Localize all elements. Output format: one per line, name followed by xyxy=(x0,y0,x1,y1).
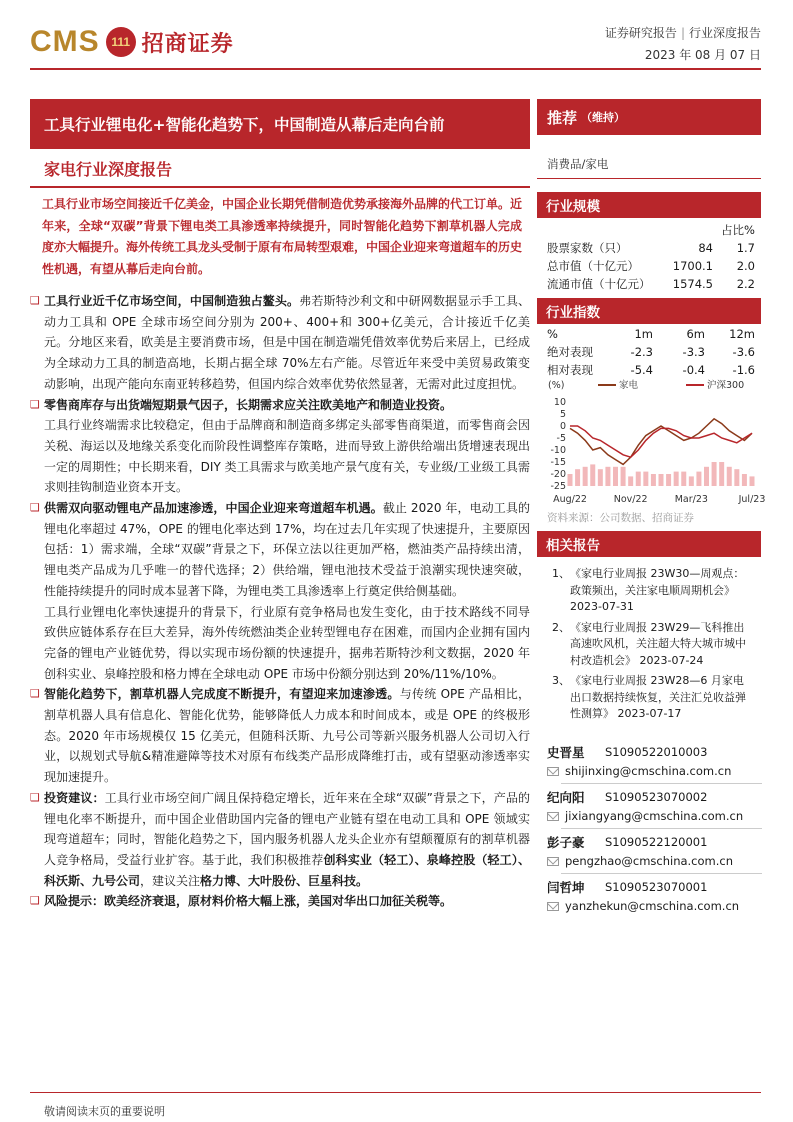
bullet-market xyxy=(30,291,530,395)
bullet-head: 零售商库存与出货端短期景气因子，长期需求应关注欧美地产和制造业投资。 xyxy=(44,397,453,412)
bullet-body: 工具行业市场空间广阔且保持稳定增长，近年来在全球“双碳”背景之下，产品的锂电化率不断提升，而中国企业借助国内完备的锂电产业链有望在电动工具和 OPE 领域实现弯道超车；同时，智能化趋势之下，国内服务机器人龙头企业亦有望颠覆原有的割草机器人竞争格局，受益行业扩容。基于此，我们积极推荐 xyxy=(44,790,530,867)
bullet-body: 截止 2020 年，电动工具的锂电化率超过 47%，OPE 的锂电化率达到 17%，均在过去几年实现了快速提升，主要原因包括：1）需求端，全球“双碳”背景之下，环保立法以往更加严格，燃油类产品持续出清，锂电类产品成为几乎唯一的替代选择；2）供给端，锂电池技术受益于浪潮实现快速突破，性能持续提升的同时成本显著下降，为锂电类工具渗透率上行奠定供给侧基础。 xyxy=(44,501,530,598)
y-tick-label: 0 xyxy=(559,421,566,432)
diff-bar xyxy=(651,474,656,486)
legend-label: 沪深300 xyxy=(707,380,745,391)
table-header: % 1m 6m 12m xyxy=(547,327,755,341)
list-item[interactable]: 3、 《家电行业周报 23W28—6 月家电出口数据持续恢复，关注汇兑收益弹性测算》 2023-07-17 xyxy=(552,674,746,720)
diff-bar xyxy=(590,464,595,486)
table-row: 绝对表现 -2.3 -3.3 -3.6 xyxy=(547,345,755,359)
scale-col-header: 占比% xyxy=(721,223,755,237)
logo-latin: CMS xyxy=(30,25,100,58)
stock-picks: 创科实业（轻工）、泉峰控股（轻工）、科沃斯、九号公司 xyxy=(44,852,530,888)
x-tick-label: Mar/23 xyxy=(674,494,708,505)
report-link[interactable]: 《家电行业周报 23W28—6 月家电出口数据持续恢复，关注汇兑收益弹性测算》 xyxy=(570,674,746,720)
mail-icon xyxy=(547,902,559,911)
x-tick-label: Aug/22 xyxy=(553,494,587,505)
subtitle-divider xyxy=(30,186,530,188)
bullet-square-icon: ❑ xyxy=(30,397,40,411)
diff-bar xyxy=(628,476,633,486)
y-tick-label: 5 xyxy=(559,409,566,420)
y-tick-label: -25 xyxy=(550,481,566,492)
bullet-body: 与传统 OPE 产品相比，割草机器人具有信息化、智能化优势，能够降低人力成本和时间成本，或是 OPE 的终极形态。2020 年市场规模仅 15 亿美元，但随科沃斯、九号公司等新兴服务机器人公司切入行业，以规划式导航&精准避障等技术对原有布线类产品形成降维打击，或有望驱动渗透率实现加速提升。 xyxy=(44,687,530,785)
bullet-mid: ，建议关注 xyxy=(140,873,201,888)
series-line-2 xyxy=(570,426,752,457)
logo-mark-icon: 111 xyxy=(106,27,136,57)
analyst-id: S1090523070001 xyxy=(605,879,708,894)
analyst-row: 彭子豪 S1090522120001 xyxy=(547,834,708,850)
page-title: 工具行业锂电化+智能化趋势下，中国制造从幕后走向台前 xyxy=(30,99,530,149)
list-item[interactable]: 1、 《家电行业周报 23W30—周观点：政策频出，关注家电顺周期机会》 2023-07-31 xyxy=(552,567,745,613)
chart-source: 资料来源：公司数据、招商证券 xyxy=(547,512,694,524)
y-tick-label: -5 xyxy=(556,433,566,444)
header-divider xyxy=(30,68,761,70)
bullet-demand xyxy=(30,395,530,416)
bullet-body: 弗若斯特沙利文和中研网数据显示手工具、动力工具和 OPE 全球市场空间分别为 200+、400+和 300+亿美元，合计接近千亿美元。分地区来看，欧美是主要消费市场，但是中国在制造端凭借效率优势后来居上，已经成为全球动力工具的制造高地，长期占据全球 70%左右产能。尽管近年来受中美贸易政策变动影响，出现产能向东南亚转移趋势，但国内综合效率优势依然显著，无需对此过度担忧。 xyxy=(44,294,530,391)
rating-badge xyxy=(537,99,761,135)
bullet-square-icon: ❑ xyxy=(30,894,40,908)
y-tick-label: -15 xyxy=(550,457,566,468)
diff-bar xyxy=(621,467,626,486)
diff-bar xyxy=(681,472,686,486)
diff-bar xyxy=(719,462,724,486)
rating: 推荐 xyxy=(547,108,578,127)
legend-label: 家电 xyxy=(619,380,639,391)
diff-bar xyxy=(674,472,679,486)
table-row: 总市值（十亿元） 1700.1 2.0 xyxy=(547,259,755,273)
diff-bar xyxy=(734,469,739,486)
bullet-body: 工具行业终端需求比较稳定，但由于品牌商和制造商多绑定头部零售商渠道，而零售商会因关税、海运以及地缘关系变化而阶段性调整库存策略，进而导致上游供给端出货增速表现出一定的周期性；中长期来看，DIY 类工具需求与欧美地产景气度有关，专业级/工业级工具需求则挂钩制造业资本开支。 xyxy=(44,418,530,495)
bullet-square-icon: ❑ xyxy=(30,790,40,804)
x-tick-label: Jul/23 xyxy=(738,494,766,505)
table-row: 流通市值（十亿元） 1574.5 2.2 xyxy=(547,277,755,291)
index-performance-table xyxy=(547,325,755,379)
bullet-lithium xyxy=(30,498,530,602)
logo xyxy=(30,20,234,64)
analyst-row: 闫哲坤 S1090523070001 xyxy=(547,879,708,895)
report-type: 证券研究报告 xyxy=(604,26,677,40)
y-tick-label: -10 xyxy=(550,445,566,456)
report-subtitle: 家电行业深度报告 xyxy=(44,160,173,179)
bullet-robot xyxy=(30,684,530,788)
report-link[interactable]: 《家电行业周报 23W30—周观点：政策频出，关注家电顺周期机会》 xyxy=(570,567,745,597)
analyst-row: 纪向阳 S1090523070002 xyxy=(547,789,708,805)
report-date: 2023-07-24 xyxy=(639,653,704,667)
diff-bar xyxy=(568,474,573,486)
footer-disclaimer: 敬请阅读末页的重要说明 xyxy=(44,1105,165,1118)
diff-bar xyxy=(636,472,641,486)
diff-bar xyxy=(598,469,603,486)
industry-scale-table xyxy=(547,221,755,293)
divider xyxy=(561,783,762,784)
mail-icon xyxy=(547,767,559,776)
y-axis-label: (%) xyxy=(548,380,565,391)
related-reports-list xyxy=(552,566,752,727)
diff-bar xyxy=(643,472,648,486)
section-industry-scale: 行业规模 xyxy=(537,192,761,218)
bullet-square-icon: ❑ xyxy=(30,294,40,307)
x-tick-label: Nov/22 xyxy=(613,494,648,505)
section-industry-index: 行业指数 xyxy=(537,298,761,324)
analyst-list xyxy=(547,742,762,916)
y-tick-label: 10 xyxy=(553,397,566,408)
bullet-invest xyxy=(30,788,530,892)
bullet-head: 投资建议： xyxy=(44,790,105,805)
logo-chinese: 招商证券 xyxy=(141,30,234,57)
diff-bar xyxy=(689,476,694,486)
analyst-id: S1090522120001 xyxy=(605,834,708,849)
bullet-risk xyxy=(30,891,530,912)
diff-bar xyxy=(659,474,664,486)
diff-bar xyxy=(696,472,701,486)
analyst-email[interactable]: jixiangyang@cmschina.com.cn xyxy=(547,807,762,827)
report-link[interactable]: 《家电行业周报 23W29—飞科推出高速吹风机，关注超大特大城市城中村改造机会》 xyxy=(570,620,746,667)
bullet-head: 风险提示：欧美经济衰退，原材料价格大幅上涨，美国对华出口加征关税等。 xyxy=(44,894,453,909)
report-date: 2023 年 08 月 07 日 xyxy=(644,48,761,62)
diff-bar xyxy=(712,462,717,486)
sidebar-divider xyxy=(537,178,761,179)
bullet-head: 智能化趋势下，割草机器人完成度不断提升，有望迎来加速渗透。 xyxy=(44,687,400,702)
index-chart xyxy=(540,378,766,508)
divider xyxy=(561,873,762,874)
stock-watch: 格力博、大叶股份、巨星科技。 xyxy=(200,873,369,888)
rating-note: （维持） xyxy=(581,111,626,124)
analyst-email[interactable]: yanzhekun@cmschina.com.cn xyxy=(547,897,762,917)
bullet-head: 工具行业近千亿市场空间，中国制造独占鳌头。 xyxy=(44,294,300,308)
diff-bar xyxy=(727,467,732,486)
diff-bar xyxy=(704,467,709,486)
diff-bar xyxy=(750,476,755,486)
mail-icon xyxy=(547,812,559,821)
mail-icon xyxy=(547,857,559,866)
series-line-1 xyxy=(570,419,752,465)
table-row: 股票家数（只） 84 1.7 xyxy=(547,241,755,255)
report-date: 2023-07-31 xyxy=(570,600,634,613)
diff-bar xyxy=(613,467,618,486)
footer-divider xyxy=(30,1092,761,1093)
report-date: 2023-07-17 xyxy=(617,707,682,720)
bullet-extra: 工具行业锂电化率快速提升的背景下，行业原有竞争格局也发生变化，由于技术路线不同导致供应链体系存在巨大差异，海外传统燃油类企业转型锂电存在困难，而国内企业拥有国内完备的锂电产业链优势，得以实现市场份额的快速提升，据弗若斯特沙利文数据，2020 年创科实业、泉峰控股和格力博在全球电动 OPE 市场中份额分别达到 20%/11%/10%。 xyxy=(44,604,530,681)
divider xyxy=(561,828,762,829)
diff-bar xyxy=(605,467,610,486)
table-row: 相对表现 -5.4 -0.4 -1.6 xyxy=(547,363,755,377)
y-tick-label: -20 xyxy=(550,469,566,480)
diff-bar xyxy=(742,474,747,486)
header-meta: 证券研究报告 | 行业深度报告 2023 年 08 月 07 日 xyxy=(605,22,761,66)
key-points xyxy=(30,291,530,912)
bullet-head: 供需双向驱动锂电产品加速渗透，中国企业迎来弯道超车机遇。 xyxy=(44,501,383,516)
diff-bar xyxy=(583,467,588,486)
bullet-square-icon: ❑ xyxy=(30,501,40,515)
bullet-square-icon: ❑ xyxy=(30,687,40,701)
analyst-row: 史晋星 S1090522010003 xyxy=(547,744,708,760)
diff-bar xyxy=(575,469,580,486)
summary-paragraph: 工具行业市场空间接近千亿美金，中国企业长期凭借制造优势承接海外品牌的代工订单。近年来，全球“双碳”背景下锂电类工具渗透率持续提升，同时智能化趋势下割草机器人完成度亦大幅提升。海外传统工具龙头受制于原有布局转型艰难，中国企业迎来弯道超车的历史性机遇，有望从幕后走向台前。 xyxy=(42,197,523,276)
analyst-id: S1090522010003 xyxy=(605,744,708,759)
analyst-email[interactable]: shijinxing@cmschina.com.cn xyxy=(547,762,762,782)
analyst-email[interactable]: pengzhao@cmschina.com.cn xyxy=(547,852,762,872)
diff-bar xyxy=(666,474,671,486)
industry-category: 消费品/家电 xyxy=(547,157,609,171)
analyst-id: S1090523070002 xyxy=(605,789,708,804)
section-related-reports: 相关报告 xyxy=(537,531,761,557)
list-item[interactable]: 2、 《家电行业周报 23W29—飞科推出高速吹风机，关注超大特大城市城中村改造机会》 2023-07-24 xyxy=(552,620,746,667)
report-kind: 行业深度报告 xyxy=(688,26,761,40)
